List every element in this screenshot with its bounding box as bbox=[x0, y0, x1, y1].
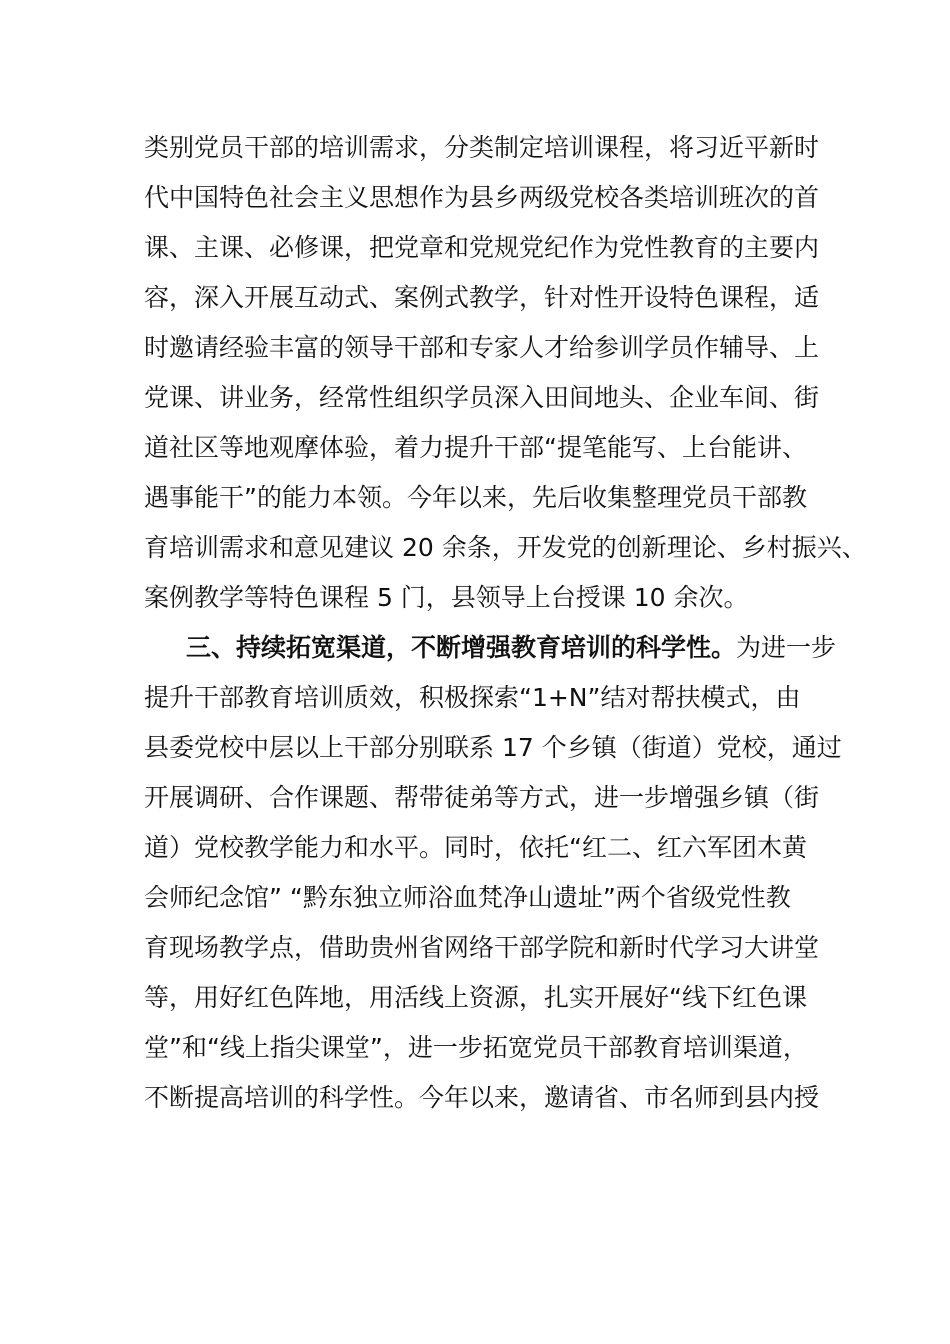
text-line: 案例教学等特色课程 5 门，县领导上台授课 10 余次。 bbox=[144, 583, 749, 612]
text-line: 提升干部教育培训质效，积极探索“1+N”结对帮扶模式，由 bbox=[144, 683, 801, 712]
text-line: 代中国特色社会主义思想作为县乡两级党校各类培训班次的首 bbox=[144, 183, 820, 212]
text-line: 育培训需求和意见建议 20 余条，开发党的创新理论、乡村振兴、 bbox=[144, 533, 867, 562]
text-line: 县委党校中层以上干部分别联系 17 个乡镇（街道）党校，通过 bbox=[144, 733, 842, 762]
text-line: 道社区等地观摩体验，着力提升干部“提笔能写、上台能讲、 bbox=[144, 433, 807, 462]
text-line: 不断提高培训的科学性。今年以来，邀请省、市名师到县内授 bbox=[144, 1083, 820, 1112]
text-line: 课、主课、必修课，把党章和党规党纪作为党性教育的主要内 bbox=[144, 233, 820, 262]
text-line: 会师纪念馆” “黔东独立师浴血梵净山遗址”两个省级党性教 bbox=[144, 883, 791, 912]
section-heading: 三、持续拓宽渠道，不断增强教育培训的科学性。 bbox=[186, 633, 737, 662]
text-line: 遇事能干”的能力本领。今年以来，先后收集整理党员干部教 bbox=[144, 483, 807, 512]
text-line: 等，用好红色阵地，用活线上资源，扎实开展好“线下红色课 bbox=[144, 983, 807, 1012]
text-line: 道）党校教学能力和水平。同时，依托“红二、红六军团木黄 bbox=[144, 833, 807, 862]
text-line: 类别党员干部的培训需求，分类制定培训课程，将习近平新时 bbox=[144, 133, 820, 162]
heading-trailing-text: 为进一步 bbox=[736, 633, 837, 662]
section-heading-line bbox=[186, 628, 836, 668]
text-line: 开展调研、合作课题、帮带徒弟等方式，进一步增强乡镇（街 bbox=[144, 783, 820, 812]
text-line: 党课、讲业务，经常性组织学员深入田间地头、企业车间、街 bbox=[144, 383, 820, 412]
text-line: 育现场教学点，借助贵州省网络干部学院和新时代学习大讲堂 bbox=[144, 933, 820, 962]
text-line: 时邀请经验丰富的领导干部和专家人才给参训学员作辅导、上 bbox=[144, 333, 820, 362]
text-line: 容，深入开展互动式、案例式教学，针对性开设特色课程，适 bbox=[144, 283, 820, 312]
text-line: 堂”和“线上指尖课堂”，进一步拓宽党员干部教育培训渠道， bbox=[144, 1033, 808, 1062]
